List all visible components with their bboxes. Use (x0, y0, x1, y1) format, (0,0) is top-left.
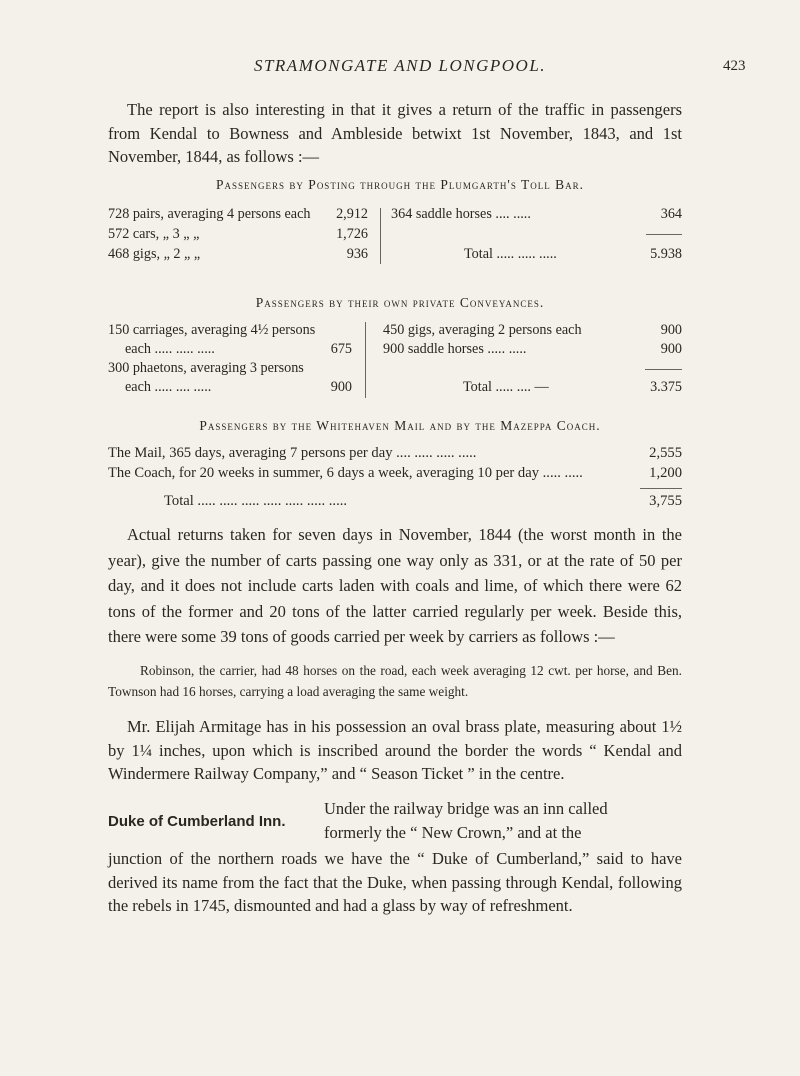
section1-left-row-1-text: 728 pairs, averaging 4 persons each (108, 206, 311, 222)
duke-paragraph-line-2: formerly the “ New Crown,” and at the (324, 823, 582, 842)
section1-left-row-2-value: 1,726 (336, 226, 368, 242)
intro-paragraph: The report is also interesting in that it gives a return of the traffic in passengers from Kendal to Bowness and Ambleside betwixt 1st November, 1843, and 1st November, 1844, as follows :— (108, 100, 682, 166)
section2-right-row-1-text: 450 gigs, averaging 2 persons each (383, 322, 582, 338)
section2-total-label: Total ..... .... — (463, 379, 549, 395)
section2-sum-rule (645, 369, 682, 370)
section2-right-row-2-text: 900 saddle horses ..... ..... (383, 341, 527, 357)
page-number: 423 (723, 58, 746, 74)
section2-total-value: 3.375 (650, 379, 682, 395)
section2-heading: Passengers by their own private Conveyances. (255, 295, 545, 310)
carriers-paragraph: Robinson, the carrier, had 48 horses on the road, each week averaging 12 cwt. per horse, and Ben. Townson had 16 horses, carrying a load averaging the same weight. (108, 663, 682, 699)
section2-left-value-1: 675 (330, 341, 352, 357)
section3-row-1-text: The Mail, 365 days, averaging 7 persons per day .... ..... ..... ..... (108, 445, 477, 461)
section3-sum-rule (640, 488, 682, 489)
section3-heading: Passengers by the Whitehaven Mail and by the Mazeppa Coach. (199, 418, 601, 433)
running-head: STRAMONGATE AND LONGPOOL. (253, 56, 547, 75)
section1-left-row-2-text: 572 cars, „ 3 „ „ (108, 226, 200, 242)
section3-total-label: Total ..... ..... ..... ..... ..... ..... ..... (164, 493, 348, 509)
actual-returns-paragraph: Actual returns taken for seven days in November, 1844 (the worst month in the year), give the number of carts passing one way only as 331, or at the rate of 50 per day, and it does not include carts laden with coals and lime, of which there were 62 tons of the former and 20 tons of the latter carried regularly per week. Beside this, there were some 39 tons of goods carried per week by carriers as follows :— (108, 525, 682, 646)
duke-paragraph-rest: junction of the northern roads we have the “ Duke of Cumberland,” said to have derived its name from the fact that the Duke, when passing through Kendal, following the rebels in 1745, dismounted and had a glass by way of refreshment. (108, 849, 682, 915)
section3-row-2-value: 1,200 (649, 465, 682, 481)
section1-column-divider (380, 208, 381, 264)
section2-left-line-2: each ..... ..... ..... (125, 341, 215, 357)
side-heading: Duke of Cumberland Inn. (108, 813, 286, 830)
section2-left-line-4: each ..... .... ..... (125, 379, 212, 395)
section2-right-row-1-value: 900 (660, 322, 682, 338)
section2-right-row-2-value: 900 (660, 341, 682, 357)
section1-left-row-3-value: 936 (346, 246, 368, 262)
section1-total-value: 5.938 (650, 246, 682, 262)
section2-left-line-3: 300 phaetons, averaging 3 persons (108, 360, 304, 376)
section1-right-row-value: 364 (660, 206, 682, 222)
section3-row-1-value: 2,555 (649, 445, 682, 461)
armitage-paragraph: Mr. Elijah Armitage has in his possession an oval brass plate, measuring about 1½ by 1¼ inches, upon which is inscribed around the border the words “ Kendal and Windermere Railway Company,” and “ Season Ticket ” in the centre. (108, 717, 682, 783)
section1-heading: Passengers by Posting through the Plumgarth's Toll Bar. (216, 177, 584, 192)
section2-left-value-2: 900 (330, 379, 352, 395)
section2-left-line-1: 150 carriages, averaging 4½ persons (108, 322, 316, 338)
section1-sum-rule (646, 234, 682, 235)
section3-row-2-text: The Coach, for 20 weeks in summer, 6 days a week, averaging 10 per day ..... ..... (108, 465, 583, 481)
section3-total-value: 3,755 (649, 493, 682, 509)
section1-left-row-1-value: 2,912 (336, 206, 368, 222)
duke-paragraph-line-1: Under the railway bridge was an inn called (324, 799, 608, 818)
section1-left-row-3-text: 468 gigs, „ 2 „ „ (108, 246, 201, 262)
section1-total-label: Total ..... ..... ..... (464, 246, 557, 262)
section2-column-divider (365, 322, 366, 398)
section1-right-row-text: 364 saddle horses .... ..... (391, 206, 531, 222)
